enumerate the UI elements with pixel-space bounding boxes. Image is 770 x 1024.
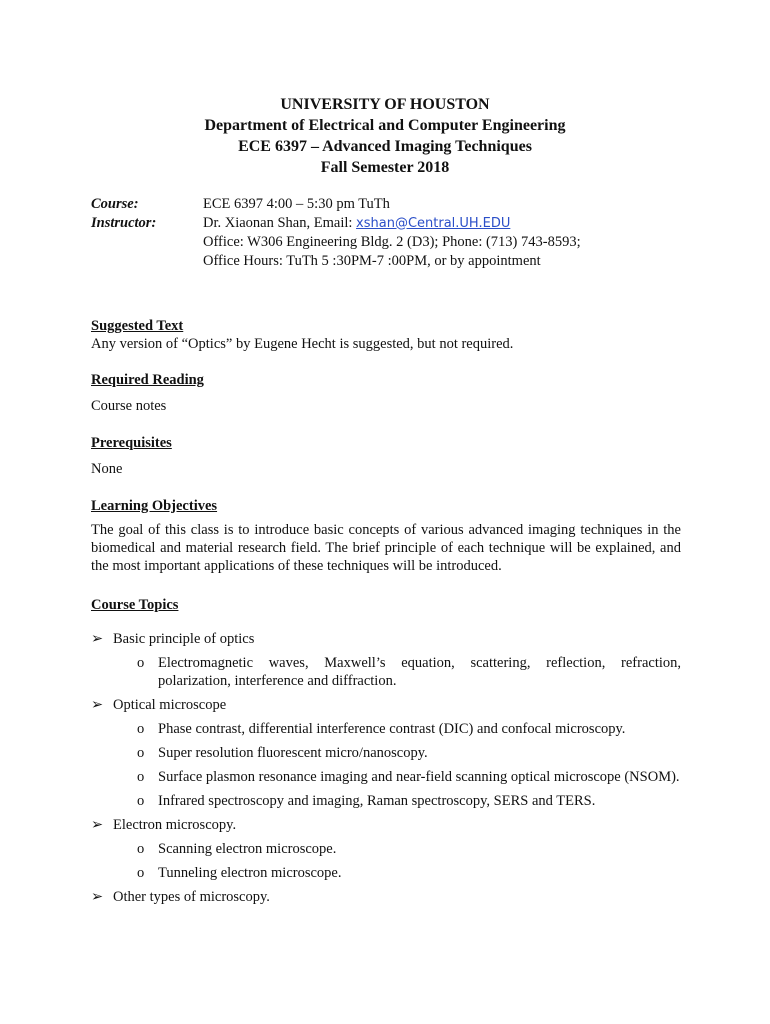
prerequisites-body: None — [91, 461, 123, 477]
circle-bullet-icon: o — [137, 865, 145, 881]
office-label-spacer — [91, 233, 203, 252]
course-value: ECE 6397 4:00 – 5:30 pm TuTh — [203, 196, 390, 212]
suggested-text-body: Any version of “Optics” by Eugene Hecht is suggested, but not required. — [91, 336, 514, 352]
office-value: Office: W306 Engineering Bldg. 2 (D3); Phone: (713) 743-8593; — [203, 234, 581, 250]
subtopic-label: Phase contrast, differential interference contrast (DIC) and confocal microscopy. — [158, 721, 626, 737]
subtopic-label: Tunneling electron microscope. — [158, 865, 342, 881]
subtopic-label: Scanning electron microscope. — [158, 841, 337, 857]
topic-label: Optical microscope — [113, 697, 227, 713]
department-name: Department of Electrical and Computer Engineering — [204, 117, 566, 134]
required-reading-section — [91, 371, 681, 415]
arrow-bullet-icon: ➢ — [91, 631, 104, 647]
subtopic-item — [91, 792, 681, 810]
subtopic-item — [91, 864, 681, 882]
subtopic-label: Electromagnetic waves, Maxwell’s equation, scattering, reflection, refraction, polarization, interference and diffraction. — [158, 655, 681, 689]
office-hours-value: Office Hours: TuTh 5 :30PM-7 :00PM, or by appointment — [203, 252, 541, 269]
circle-bullet-icon: o — [137, 793, 145, 809]
subtopic-item — [91, 720, 681, 738]
arrow-bullet-icon: ➢ — [91, 697, 104, 713]
arrow-bullet-icon: ➢ — [91, 817, 104, 833]
university-name: UNIVERSITY OF HOUSTON — [280, 96, 490, 113]
subtopic-item — [91, 744, 681, 762]
topic-item — [91, 630, 681, 648]
prerequisites-section — [91, 434, 681, 478]
subtopic-label: Surface plasmon resonance imaging and near-field scanning optical microscope (NSOM). — [158, 769, 680, 785]
circle-bullet-icon: o — [137, 841, 145, 857]
topic-label: Electron microscopy. — [113, 817, 237, 833]
document-header — [0, 94, 770, 178]
topic-item — [91, 888, 681, 906]
office-hours-row — [91, 252, 581, 271]
topic-item — [91, 696, 681, 714]
learning-objectives-body: The goal of this class is to introduce basic concepts of various advanced imaging techniques in the biomedical and material research field. The brief principle of each technique will be explained, and the most important applications of these techniques will be introduced. — [91, 522, 681, 574]
instructor-row — [91, 214, 581, 234]
instructor-label: Instructor: — [91, 214, 157, 231]
course-title: ECE 6397 – Advanced Imaging Techniques — [238, 138, 532, 155]
instructor-email-link[interactable]: xshan@Central.UH.EDU — [356, 215, 511, 231]
learning-objectives-heading: Learning Objectives — [91, 498, 218, 514]
course-topics-list — [91, 630, 681, 906]
subtopic-label: Super resolution fluorescent micro/nanoscopy. — [158, 745, 428, 761]
prerequisites-heading: Prerequisites — [91, 435, 172, 451]
subtopic-item — [91, 840, 681, 858]
semester: Fall Semester 2018 — [320, 159, 450, 176]
office-hours-label-spacer — [91, 252, 203, 271]
suggested-text-section — [91, 317, 681, 353]
course-topics-heading: Course Topics — [91, 597, 179, 613]
course-info — [91, 195, 581, 270]
instructor-name: Dr. Xiaonan Shan, Email: — [203, 214, 357, 231]
course-topics-heading-section — [91, 596, 681, 614]
topic-label: Basic principle of optics — [113, 631, 255, 647]
circle-bullet-icon: o — [137, 745, 145, 761]
topic-item — [91, 816, 681, 834]
circle-bullet-icon: o — [137, 769, 145, 785]
required-reading-heading: Required Reading — [91, 372, 204, 388]
arrow-bullet-icon: ➢ — [91, 889, 104, 905]
office-row — [91, 233, 581, 252]
required-reading-body: Course notes — [91, 398, 167, 414]
subtopic-item — [91, 768, 681, 786]
circle-bullet-icon: o — [137, 721, 145, 737]
circle-bullet-icon: o — [137, 655, 145, 671]
course-label: Course: — [91, 196, 139, 212]
course-row — [91, 195, 581, 214]
suggested-text-heading: Suggested Text — [91, 318, 184, 334]
learning-objectives-section — [91, 497, 681, 575]
subtopic-label: Infrared spectroscopy and imaging, Raman spectroscopy, SERS and TERS. — [158, 793, 596, 809]
subtopic-item — [91, 654, 681, 690]
topic-label: Other types of microscopy. — [113, 889, 270, 905]
instructor-value — [203, 214, 581, 234]
